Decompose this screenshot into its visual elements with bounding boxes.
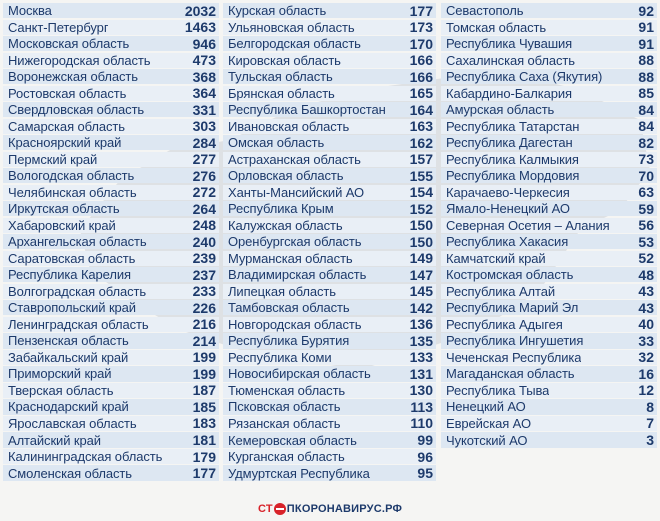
case-count: 277 bbox=[192, 151, 216, 168]
region-name: Республика Адыгея bbox=[446, 316, 563, 332]
case-count: 185 bbox=[192, 398, 216, 415]
region-row bbox=[441, 119, 657, 134]
region-row bbox=[3, 333, 219, 348]
region-row bbox=[441, 416, 657, 431]
region-name: Новосибирская область bbox=[228, 366, 371, 382]
case-count: 162 bbox=[409, 134, 433, 151]
region-row bbox=[223, 399, 436, 414]
region-name: Ивановская область bbox=[228, 118, 350, 134]
region-name: Томская область bbox=[446, 19, 547, 35]
case-count: 155 bbox=[409, 167, 433, 184]
region-name: Калужская область bbox=[228, 217, 343, 233]
case-count: 82 bbox=[638, 134, 654, 151]
region-name: Рязанская область bbox=[228, 415, 341, 431]
region-name: Республика Башкортостан bbox=[228, 102, 386, 118]
case-count: 150 bbox=[409, 233, 433, 250]
case-count: 1463 bbox=[184, 19, 216, 36]
case-count: 92 bbox=[638, 2, 654, 19]
region-row bbox=[223, 69, 436, 84]
region-name: Орловская область bbox=[228, 168, 344, 184]
case-count: 179 bbox=[192, 448, 216, 465]
region-name: Ненецкий АО bbox=[446, 399, 526, 415]
region-name: Омская область bbox=[228, 135, 325, 151]
region-row bbox=[3, 20, 219, 35]
region-row bbox=[441, 399, 657, 414]
region-row bbox=[223, 152, 436, 167]
case-count: 166 bbox=[409, 52, 433, 69]
region-row bbox=[3, 218, 219, 233]
region-name: Ростовская область bbox=[8, 85, 127, 101]
case-count: 85 bbox=[638, 85, 654, 102]
region-row bbox=[441, 234, 657, 249]
region-row bbox=[223, 3, 436, 18]
region-row bbox=[223, 432, 436, 447]
region-row bbox=[3, 399, 219, 414]
case-count: 70 bbox=[638, 167, 654, 184]
case-count: 3 bbox=[646, 432, 654, 448]
region-row bbox=[441, 152, 657, 167]
region-row bbox=[223, 201, 436, 216]
region-row bbox=[441, 3, 657, 18]
case-count: 43 bbox=[638, 283, 654, 300]
region-name: Удмуртская Республика bbox=[228, 465, 370, 481]
region-row bbox=[3, 201, 219, 216]
region-name: Нижегородская область bbox=[8, 52, 151, 68]
region-row bbox=[3, 185, 219, 200]
region-row bbox=[3, 53, 219, 68]
region-row bbox=[441, 53, 657, 68]
region-name: Республика Дагестан bbox=[446, 135, 573, 151]
case-count: 177 bbox=[192, 465, 216, 482]
region-name: Республика Коми bbox=[228, 349, 332, 365]
region-name: Ставропольский край bbox=[8, 300, 136, 316]
case-count: 142 bbox=[409, 299, 433, 316]
region-name: Тверская область bbox=[8, 382, 114, 398]
case-count: 2032 bbox=[184, 2, 216, 19]
region-row bbox=[441, 383, 657, 398]
region-name: Саратовская область bbox=[8, 250, 136, 266]
case-count: 40 bbox=[638, 316, 654, 333]
logo-text-domain: ПКОРОНАВИРУС.РФ bbox=[286, 503, 403, 515]
region-row bbox=[223, 36, 436, 51]
case-count: 150 bbox=[409, 217, 433, 234]
region-row bbox=[441, 69, 657, 84]
region-name: Еврейская АО bbox=[446, 415, 531, 431]
region-name: Республика Алтай bbox=[446, 283, 555, 299]
case-count: 53 bbox=[638, 233, 654, 250]
region-row bbox=[223, 168, 436, 183]
region-name: Санкт-Петербург bbox=[8, 19, 109, 35]
region-name: Мурманская область bbox=[228, 250, 353, 266]
case-count: 276 bbox=[192, 167, 216, 184]
region-column-1 bbox=[3, 3, 219, 482]
region-name: Ленинградская область bbox=[8, 316, 149, 332]
case-count: 284 bbox=[192, 134, 216, 151]
region-row bbox=[223, 317, 436, 332]
case-count: 226 bbox=[192, 299, 216, 316]
case-count: 164 bbox=[409, 101, 433, 118]
region-row bbox=[3, 465, 219, 480]
case-count: 165 bbox=[409, 85, 433, 102]
case-count: 136 bbox=[409, 316, 433, 333]
case-count: 135 bbox=[409, 332, 433, 349]
region-name: Тамбовская область bbox=[228, 300, 350, 316]
region-row bbox=[441, 86, 657, 101]
region-name: Республика Тыва bbox=[446, 382, 550, 398]
region-name: Республика Марий Эл bbox=[446, 300, 579, 316]
region-name: Республика Хакасия bbox=[446, 234, 569, 250]
region-row bbox=[3, 36, 219, 51]
case-count: 110 bbox=[410, 415, 433, 432]
region-name: Самарская область bbox=[8, 118, 125, 134]
case-count: 12 bbox=[638, 382, 654, 399]
region-row bbox=[3, 267, 219, 282]
region-name: Астраханская область bbox=[228, 151, 361, 167]
region-name: Сахалинская область bbox=[446, 52, 575, 68]
region-name: Забайкальский край bbox=[8, 349, 129, 365]
region-name: Курская область bbox=[228, 3, 327, 19]
case-count: 16 bbox=[638, 365, 654, 382]
case-count: 264 bbox=[192, 200, 216, 217]
case-count: 84 bbox=[638, 101, 654, 118]
region-name: Республика Бурятия bbox=[228, 333, 350, 349]
case-count: 91 bbox=[638, 35, 654, 52]
region-row bbox=[3, 119, 219, 134]
region-name: Амурская область bbox=[446, 102, 555, 118]
region-row bbox=[223, 185, 436, 200]
region-row bbox=[441, 201, 657, 216]
region-name: Ульяновская область bbox=[228, 19, 355, 35]
region-row bbox=[441, 168, 657, 183]
region-name: Кировская область bbox=[228, 52, 341, 68]
region-row bbox=[3, 432, 219, 447]
region-row bbox=[3, 350, 219, 365]
region-row bbox=[223, 333, 436, 348]
region-row bbox=[3, 152, 219, 167]
region-name: Республика Калмыкия bbox=[446, 151, 579, 167]
case-count: 133 bbox=[409, 349, 433, 366]
region-row bbox=[223, 416, 436, 431]
region-row bbox=[441, 102, 657, 117]
region-name: Белгородская область bbox=[228, 36, 361, 52]
region-row bbox=[3, 317, 219, 332]
region-row bbox=[3, 168, 219, 183]
case-count: 52 bbox=[638, 250, 654, 267]
region-name: Пермский край bbox=[8, 151, 98, 167]
region-row bbox=[223, 135, 436, 150]
region-row bbox=[3, 251, 219, 266]
case-count: 8 bbox=[646, 398, 654, 415]
region-row bbox=[3, 86, 219, 101]
region-name: Челябинская область bbox=[8, 184, 137, 200]
case-count: 166 bbox=[409, 68, 433, 85]
region-row bbox=[3, 135, 219, 150]
region-row bbox=[223, 251, 436, 266]
region-name: Чеченская Республика bbox=[446, 349, 582, 365]
case-count: 331 bbox=[192, 101, 216, 118]
region-name: Северная Осетия – Алания bbox=[446, 217, 610, 233]
region-row bbox=[441, 135, 657, 150]
region-row bbox=[223, 383, 436, 398]
case-count: 73 bbox=[638, 151, 654, 168]
case-count: 59 bbox=[638, 200, 654, 217]
region-row bbox=[3, 284, 219, 299]
case-count: 239 bbox=[192, 250, 216, 267]
region-name: Ямало-Ненецкий АО bbox=[446, 201, 570, 217]
stopcoronavirus-logo[interactable] bbox=[258, 500, 402, 518]
region-name: Волгоградская область bbox=[8, 283, 147, 299]
case-count: 43 bbox=[638, 299, 654, 316]
region-name: Приморский край bbox=[8, 366, 112, 382]
case-count: 56 bbox=[638, 217, 654, 234]
region-row bbox=[441, 251, 657, 266]
region-row bbox=[223, 102, 436, 117]
region-row bbox=[3, 3, 219, 18]
case-count: 946 bbox=[192, 35, 216, 52]
case-count: 96 bbox=[417, 448, 433, 465]
region-row bbox=[223, 300, 436, 315]
case-count: 364 bbox=[192, 85, 216, 102]
region-name: Карачаево-Черкесия bbox=[446, 184, 570, 200]
case-count: 95 bbox=[417, 465, 433, 482]
region-row bbox=[441, 333, 657, 348]
region-row bbox=[441, 218, 657, 233]
case-count: 154 bbox=[409, 184, 433, 201]
case-count: 88 bbox=[638, 68, 654, 85]
region-name: Магаданская область bbox=[446, 366, 575, 382]
region-row bbox=[223, 449, 436, 464]
case-count: 199 bbox=[192, 365, 216, 382]
case-count: 183 bbox=[192, 415, 216, 432]
region-name: Владимирская область bbox=[228, 267, 367, 283]
region-row bbox=[441, 317, 657, 332]
case-count: 199 bbox=[192, 349, 216, 366]
case-count: 99 bbox=[417, 432, 433, 448]
region-name: Архангельская область bbox=[8, 234, 147, 250]
region-name: Краснодарский край bbox=[8, 399, 129, 415]
region-name: Тульская область bbox=[228, 69, 333, 85]
region-name: Республика Саха (Якутия) bbox=[446, 69, 603, 85]
region-row bbox=[223, 86, 436, 101]
case-count: 177 bbox=[409, 2, 433, 19]
region-name: Кемеровская область bbox=[228, 432, 357, 448]
region-name: Свердловская область bbox=[8, 102, 145, 118]
region-name: Кабардино-Балкария bbox=[446, 85, 572, 101]
region-name: Смоленская область bbox=[8, 465, 132, 481]
region-row bbox=[223, 119, 436, 134]
case-count: 303 bbox=[192, 118, 216, 135]
case-count: 63 bbox=[638, 184, 654, 201]
region-row bbox=[441, 185, 657, 200]
case-count: 473 bbox=[192, 52, 216, 69]
region-name: Республика Чувашия bbox=[446, 36, 573, 52]
region-name: Республика Крым bbox=[228, 201, 334, 217]
region-name: Новгородская область bbox=[228, 316, 362, 332]
region-row bbox=[3, 102, 219, 117]
region-row bbox=[3, 416, 219, 431]
region-row bbox=[3, 383, 219, 398]
region-row bbox=[3, 234, 219, 249]
region-name: Оренбургская область bbox=[228, 234, 362, 250]
region-row bbox=[441, 366, 657, 381]
region-row bbox=[441, 267, 657, 282]
region-row bbox=[3, 366, 219, 381]
region-row bbox=[223, 53, 436, 68]
case-count: 173 bbox=[409, 19, 433, 36]
case-count: 84 bbox=[638, 118, 654, 135]
region-name: Чукотский АО bbox=[446, 432, 528, 448]
case-count: 272 bbox=[192, 184, 216, 201]
region-row bbox=[223, 234, 436, 249]
region-row bbox=[441, 350, 657, 365]
region-row bbox=[441, 300, 657, 315]
case-count: 214 bbox=[192, 332, 216, 349]
case-count: 170 bbox=[409, 35, 433, 52]
case-count: 248 bbox=[192, 217, 216, 234]
region-name: Тюменская область bbox=[228, 382, 346, 398]
region-name: Алтайский край bbox=[8, 432, 101, 448]
region-name: Хабаровский край bbox=[8, 217, 116, 233]
region-row bbox=[223, 267, 436, 282]
region-row bbox=[3, 449, 219, 464]
region-row bbox=[441, 284, 657, 299]
region-row bbox=[441, 432, 657, 447]
region-row bbox=[223, 350, 436, 365]
region-row bbox=[223, 218, 436, 233]
region-name: Ханты-Мансийский АО bbox=[228, 184, 365, 200]
region-name: Вологодская область bbox=[8, 168, 135, 184]
region-row bbox=[223, 366, 436, 381]
case-count: 147 bbox=[409, 266, 433, 283]
case-count: 152 bbox=[409, 200, 433, 217]
case-count: 130 bbox=[409, 382, 433, 399]
case-count: 7 bbox=[646, 415, 654, 432]
region-name: Псковская область bbox=[228, 399, 341, 415]
case-count: 240 bbox=[192, 233, 216, 250]
region-name: Пензенская область bbox=[8, 333, 129, 349]
region-name: Воронежская область bbox=[8, 69, 138, 85]
case-count: 368 bbox=[192, 68, 216, 85]
region-name: Красноярский край bbox=[8, 135, 122, 151]
case-count: 32 bbox=[638, 349, 654, 366]
region-name: Московская область bbox=[8, 36, 130, 52]
region-name: Севастополь bbox=[446, 3, 524, 19]
region-name: Москва bbox=[8, 3, 52, 19]
case-count: 216 bbox=[192, 316, 216, 333]
region-row bbox=[441, 36, 657, 51]
region-name: Камчатский край bbox=[446, 250, 546, 266]
region-name: Республика Карелия bbox=[8, 267, 131, 283]
case-count: 145 bbox=[409, 283, 433, 300]
logo-text-st: СТ bbox=[258, 503, 273, 515]
region-name: Калининградская область bbox=[8, 449, 163, 465]
case-count: 91 bbox=[638, 19, 654, 36]
case-count: 187 bbox=[192, 382, 216, 399]
region-row bbox=[223, 20, 436, 35]
region-name: Республика Мордовия bbox=[446, 168, 580, 184]
region-name: Иркутская область bbox=[8, 201, 120, 217]
case-count: 33 bbox=[638, 332, 654, 349]
region-column-3 bbox=[441, 3, 657, 449]
case-count: 157 bbox=[409, 151, 433, 168]
case-count: 233 bbox=[192, 283, 216, 300]
region-name: Республика Ингушетия bbox=[446, 333, 584, 349]
region-name: Республика Татарстан bbox=[446, 118, 580, 134]
case-count: 113 bbox=[410, 398, 433, 415]
stop-sign-icon bbox=[274, 503, 286, 515]
region-row bbox=[3, 69, 219, 84]
case-count: 131 bbox=[409, 365, 433, 382]
case-count: 237 bbox=[192, 266, 216, 283]
case-count: 88 bbox=[638, 52, 654, 69]
case-count: 163 bbox=[409, 118, 433, 135]
region-row bbox=[441, 20, 657, 35]
region-column-2 bbox=[223, 3, 436, 482]
case-count: 181 bbox=[192, 432, 216, 448]
region-row bbox=[223, 465, 436, 480]
region-name: Ярославская область bbox=[8, 415, 137, 431]
region-row bbox=[3, 300, 219, 315]
region-name: Костромская область bbox=[446, 267, 574, 283]
case-count: 149 bbox=[409, 250, 433, 267]
region-name: Курганская область bbox=[228, 449, 345, 465]
case-count: 48 bbox=[638, 266, 654, 283]
region-name: Липецкая область bbox=[228, 283, 336, 299]
region-row bbox=[223, 284, 436, 299]
region-name: Брянская область bbox=[228, 85, 335, 101]
